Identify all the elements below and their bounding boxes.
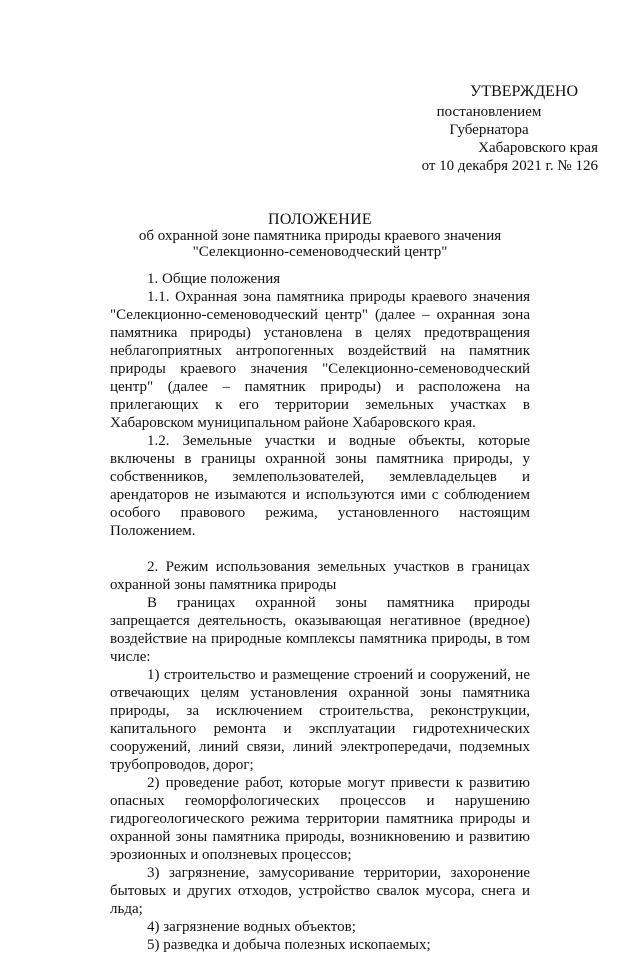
list-item-5: 5) разведка и добыча полезных ископаемых;: [147, 937, 431, 953]
list-item-4: 4) загрязнение водных объектов;: [147, 919, 356, 935]
section-1-heading: 1. Общие положения: [147, 271, 281, 287]
approval-line-decree: постановлением: [436, 104, 542, 120]
paragraph-1-1: 1.1. Охранная зона памятника природы краевого значения "Селекционно-семеноводческий центр" (далее – охранная зона памятника природы) установлена в целях предотвращения неблагоприятных антропогенных воздействий на памятник природы краевого значения "Селекционно-семеноводческий центр" (далее – памятник природы) и расположена на прилегающих к его территории земельных участках в Хабаровском муниципальном районе Хабаровского края.: [110, 289, 530, 431]
approval-heading: УТВЕРЖДЕНО: [469, 83, 578, 100]
list-item-1: 1) строительство и размещение строений и сооружений, не отвечающих целям установления охранной зоны памятника природы, за исключением строительства, реконструкции, капитального ремонта и эксплуатации гидротехнических сооружений, линий связи, линий электропередачи, подземных трубопроводов, дорог;: [110, 667, 530, 773]
list-item-3: 3) загрязнение, замусоривание территории, захоронение бытовых и других отходов, устройство свалок мусора, снега и льда;: [110, 865, 530, 917]
document-title-block: [110, 212, 530, 260]
list-item-2: 2) проведение работ, которые могут привести к развитию опасных геоморфологических процессов и нарушению гидрогеологического режима территории памятника природы и охранной зоны памятника природы, возникновению и развитию эрозионных и оползневых процессов;: [110, 775, 530, 863]
section-2-heading: 2. Режим использования земельных участков в границах охранной зоны памятника природы: [110, 559, 530, 593]
approval-line-governor: Губернатора: [449, 122, 529, 138]
paragraph-1-2: 1.2. Земельные участки и водные объекты, которые включены в границы охранной зоны памятника природы, у собственников, землепользователей, землевладельцев и арендаторов не изымаются и используются ими с соблюдением особого правового режима, установленного настоящим Положением.: [110, 433, 530, 539]
document-body: [110, 270, 530, 954]
document-subtitle-line1: об охранной зоне памятника природы краевого значения: [138, 228, 502, 244]
section-2-intro: В границах охранной зоны памятника природы запрещается деятельность, оказывающая негативное (вредное) воздействие на природные комплексы памятника природы, в том числе:: [110, 595, 530, 665]
document-subtitle-line2: "Селекционно-семеноводческий центр": [192, 244, 448, 260]
approval-line-region: Хабаровского края: [478, 140, 598, 156]
approval-stamp-block: [374, 83, 604, 175]
document-title: ПОЛОЖЕНИЕ: [267, 211, 372, 228]
approval-line-date: от 10 декабря 2021 г. № 126: [421, 158, 598, 174]
